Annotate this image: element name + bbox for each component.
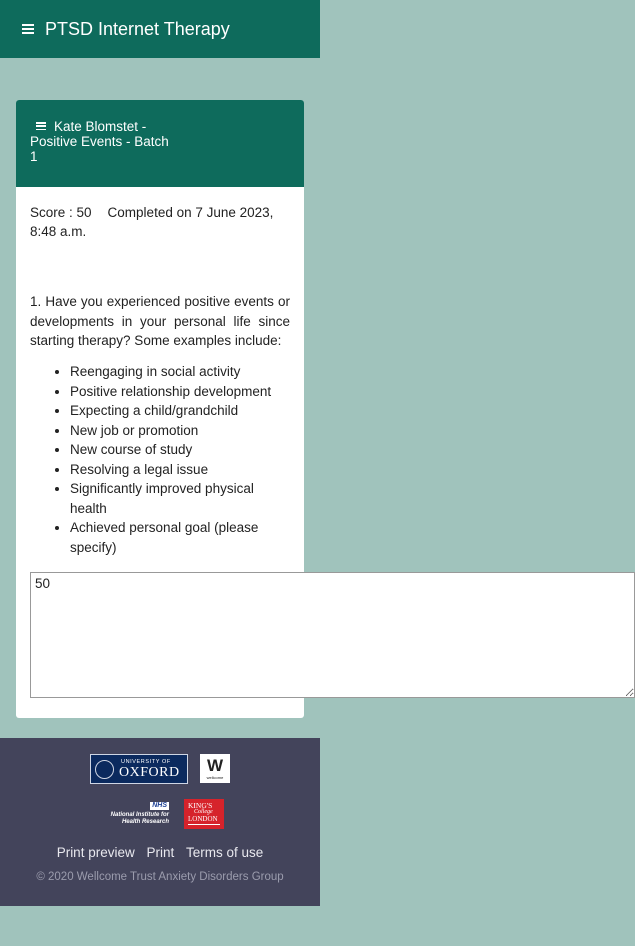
kings-line-1: KING'S [188,801,213,810]
oxford-logo-name: OXFORD [119,765,180,780]
list-item: • New course of study [70,440,292,460]
terms-of-use-link[interactable]: Terms of use [186,845,264,860]
top-app-bar [0,0,320,58]
card-header [16,100,304,187]
footer-links [0,845,320,860]
list-item: • Resolving a legal issue [70,460,292,480]
list-item: • Significantly improved physical health [70,479,292,518]
list-item: • Reengaging in social activity [70,362,292,382]
kings-college-logo[interactable] [184,799,224,829]
list-item: • New job or promotion [70,421,292,441]
card-title: Kate Blomstet - Positive Events - Batch 1 [30,119,169,164]
wellcome-logo[interactable] [200,754,230,783]
nihr-line-1: National Institute for [110,812,169,818]
hamburger-menu-icon[interactable] [22,24,34,34]
score-meta [30,203,292,241]
kings-line-2: College [194,809,213,815]
nhs-badge: NHS [152,802,167,809]
kings-logo-divider [188,824,220,825]
oxford-logo[interactable] [90,754,188,784]
answer-textarea[interactable] [30,572,635,698]
print-link[interactable]: Print [146,845,175,860]
examples-list [30,362,292,557]
list-item: • Expecting a child/grandchild [70,401,292,421]
app-title[interactable]: PTSD Internet Therapy [45,18,230,39]
list-item: • Positive relationship development [70,382,292,402]
nihr-logo[interactable] [100,800,170,828]
site-footer [0,738,320,906]
completed-text: Completed on 7 June 2023, 8:48 a.m. [30,205,274,239]
hamburger-menu-icon[interactable] [36,122,46,130]
oxford-logo-small-text: UNIVERSITY OF [121,759,171,765]
wellcome-logo-mark: W [206,756,224,775]
nihr-line-2: Health Research [121,819,169,825]
wellcome-logo-name: wellcome [206,775,224,780]
kings-line-3: LONDON [188,815,218,823]
oxford-crest-icon [95,760,114,779]
copyright-text: © 2020 Wellcome Trust Anxiety Disorders Group [36,871,284,883]
question-text: 1. Have you experienced positive events or developments in your personal life since starting therapy? Some examples include: [30,294,290,348]
list-item: • Achieved personal goal (please specify) [70,518,292,557]
score-text: Score : 50 [30,205,92,220]
print-preview-link[interactable]: Print preview [56,845,135,860]
